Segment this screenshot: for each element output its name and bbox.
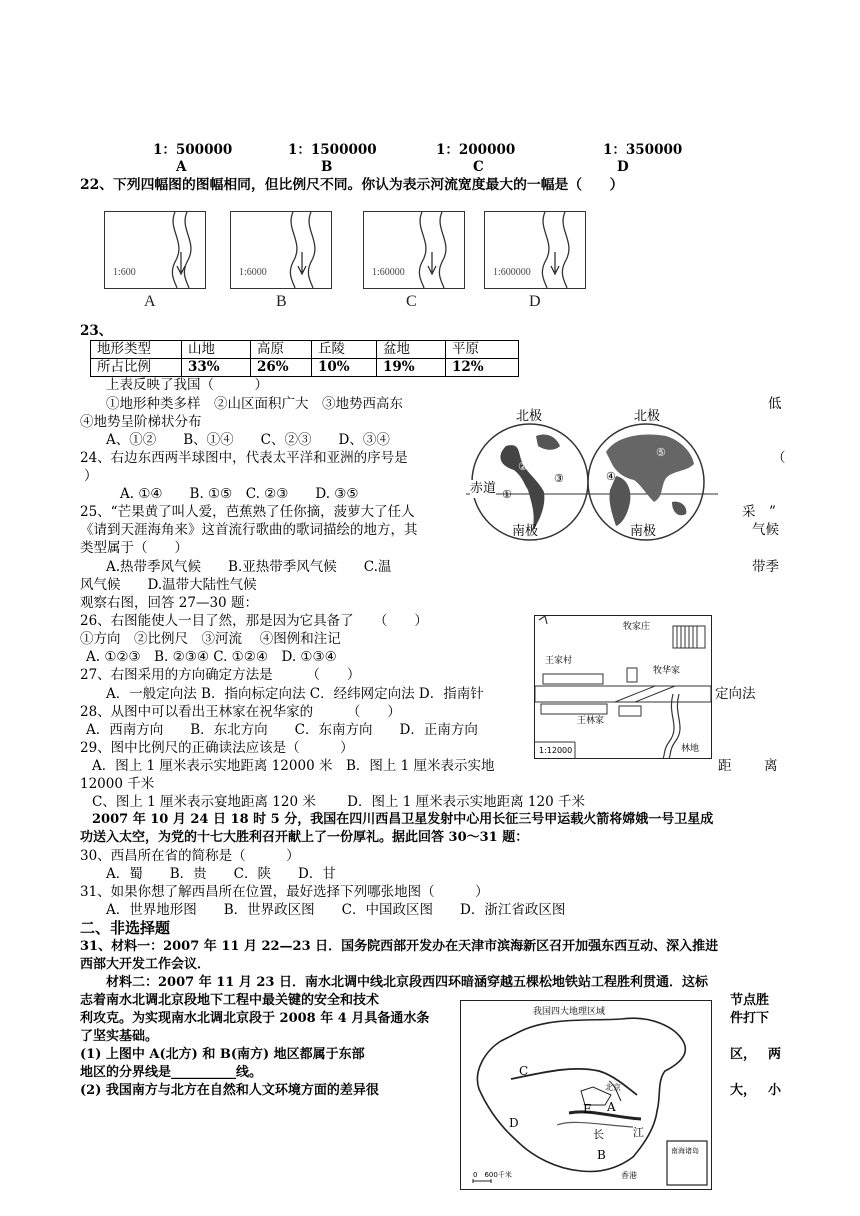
q24-stem: 24、右边东西两半球图中，代表太平洋和亚洲的序号是 (80, 450, 408, 466)
village-map (534, 615, 712, 759)
q29-choice-cd: C、图上 1 厘米表示宴地距离 120 米 D．图上 1 厘米表示实地距离 120 千米 (92, 794, 585, 810)
q25-choices-end: 带季 (752, 559, 779, 575)
hemisphere-mark: ① (502, 488, 512, 501)
q24-choices: A. ①④ B. ①⑤ C. ②③ D. ③⑤ (120, 486, 359, 502)
news-line1: 2007 年 10 月 24 日 18 时 5 分，我国在四川西昌卫星发射中心用长征三号甲运载火箭将嫦娥一号卫星成 (92, 812, 714, 827)
q23-choices: A、①② B、①④ C、②③ D、③④ (106, 432, 390, 448)
table-cell: 平原 (446, 341, 519, 359)
q23-option-line2: ④地势呈阶梯状分布 (80, 414, 202, 430)
map-label: 牧家庄 (623, 622, 651, 632)
q27-choices: A．一般定向法 B．指向标定向法 C．经纬网定向法 D．指南针 (106, 686, 484, 702)
hemisphere-label: 北极 (516, 409, 543, 424)
q25-choices-cont: 风气候 D.温带大陆性气候 (80, 577, 257, 593)
hemisphere-mark: ④ (606, 470, 616, 483)
hemisphere-mark: ⑤ (656, 446, 666, 459)
q23-stem: 上表反映了我国（ ） (106, 377, 268, 393)
table-row (91, 341, 519, 359)
q31b-material2-line2: 志着南水北调北京段地下工程中最关键的安全和技术 (80, 993, 380, 1008)
q31a-choices: A．世界地形图 B．世界政区图 C．中国政区图 D．浙江省政区图 (106, 902, 566, 918)
table-cell: 地形类型 (91, 341, 182, 359)
q31b-material2-line3: 利攻克。为实现南水北调北京段于 2008 年 4 月具备通水条 (80, 1011, 430, 1026)
table-cell: 山地 (182, 341, 251, 359)
map-city-label: 香港 (621, 1171, 637, 1180)
q29-choice-ab-end: 距 (718, 758, 732, 774)
hemisphere-label: 赤道 (470, 481, 497, 496)
intro-27-30: 观察右图，回答 27—30 题： (80, 595, 258, 611)
q24-paren-close: ） (84, 468, 98, 484)
table-row (91, 359, 519, 377)
map-region-label: 长 (593, 1128, 604, 1141)
map-region-label: B (597, 1148, 606, 1162)
hemisphere-mark: ② (518, 460, 528, 473)
q21-letter-d: D (617, 159, 629, 175)
q23-option-line1: ①地形种类多样 ②山区面积广大 ③地势西高东 (106, 396, 403, 412)
q27-choices-end: 定向法 (715, 686, 756, 702)
news-line2: 功送入太空，为党的十七大胜利召开献上了一份厚礼。据此回答 30～31 题： (80, 830, 529, 845)
map-scale-label: 1:600 (113, 267, 136, 278)
table-cell: 19% (377, 359, 446, 377)
q22-stem: 22、下列四幅图的图幅相同，但比例尺不同。你认为表示河流宽度最大的一幅是（ ） (80, 177, 624, 193)
map-scale-label: 1:12000 (539, 746, 573, 755)
section-heading: 二、非选择题 (80, 919, 171, 937)
q31b-material2-line4: 了坚实基础。 (80, 1029, 159, 1044)
q29-choice-ab-cont: 12000 千米 (80, 776, 155, 792)
q31b-part1-end2: 两 (768, 1047, 782, 1062)
q21-scale-c: 1：200000 (436, 142, 516, 158)
hemisphere-map (466, 406, 718, 542)
q31b-part1-line2: 地区的分界线是__________线。 (80, 1065, 263, 1080)
q31b-part2-end2: 小 (768, 1083, 782, 1098)
q25-line2-end: 气候 (752, 522, 779, 538)
river-map-d (484, 211, 586, 289)
map-region-label: C (519, 1064, 529, 1078)
q26-stem: 26、右图能使人一目了然，那是因为它具备了 （ ） (80, 613, 428, 629)
table-cell: 33% (182, 359, 251, 377)
map-scale-label: 1:60000 (372, 267, 405, 278)
hemisphere-mark: ③ (554, 472, 564, 485)
q23-option-line1-end: 低 (768, 396, 782, 412)
hemisphere-label: 南极 (630, 524, 657, 539)
map-label: 王家村 (545, 656, 573, 666)
terrain-table (90, 340, 519, 377)
q31b-material1-line2: 西部大开发工作会议． (80, 957, 211, 972)
q21-scale-b: 1：1500000 (288, 142, 377, 158)
hemisphere-label: 南极 (512, 524, 539, 539)
river-map-letter-d: D (529, 293, 541, 310)
q31b-material1-line1: 31、材料一：2007 年 11 月 22—23 日．国务院西部开发办在天津市滨海新区召开加强东西互动、深入推进 (80, 939, 719, 954)
q25-line1-end: 采 ” (742, 504, 776, 520)
table-cell: 26% (251, 359, 312, 377)
q28-choices: A．西南方向 B．东北方向 C．东南方向 D．正南方向 (86, 722, 478, 738)
map-label: 林地 (681, 744, 700, 754)
q21-letter-a: A (176, 159, 187, 175)
q31b-part1: (1) 上图中 A(北方) 和 B(南方) 地区都属于东部 (80, 1047, 365, 1062)
q31b-part2: (2) 我国南方与北方在自然和人文环境方面的差异很 (80, 1083, 379, 1098)
q28-stem: 28、从图中可以看出王林家在祝华家的 （ ） (80, 704, 401, 720)
map-scale-label: 0 600千米 (473, 1171, 512, 1179)
q25-line3: 类型属于（ ） (80, 540, 188, 556)
q26-choices: A. ①②③ B. ②③④ C. ①②④ D. ①③④ (86, 649, 337, 665)
river-map-a (104, 211, 206, 289)
q21-letter-b: B (321, 159, 333, 175)
hemisphere-globe-icon (466, 406, 718, 542)
map-label: 牧华家 (653, 666, 681, 676)
table-cell: 盆地 (377, 341, 446, 359)
river-map-letter-b: B (276, 293, 287, 310)
q25-line1: 25、“芒果黄了叫人爱，芭蕉熟了任你摘，菠萝大了任人 (80, 504, 415, 520)
q21-scale-d: 1：350000 (603, 142, 683, 158)
map-scale-label: 1:6000 (239, 267, 267, 278)
river-map-letter-c: C (406, 293, 417, 310)
map-scale-label: 1:600000 (493, 267, 531, 278)
map-region-label: D (509, 1116, 519, 1130)
map-region-label: E (583, 1102, 592, 1116)
q25-line2: 《请到天涯海角来》这首流行歌曲的歌词描绘的地方，其 (80, 522, 418, 538)
q31b-part1-end: 区， (730, 1047, 757, 1062)
table-cell: 12% (446, 359, 519, 377)
china-regions-map (460, 1000, 712, 1190)
q21-letter-c: C (473, 159, 484, 175)
q25-choices: A.热带季风气候 B.亚热带季风气候 C.温 (106, 559, 392, 575)
map-title: 我国四大地理区域 (533, 1007, 606, 1017)
river-map-c (363, 211, 465, 289)
village-map-drawing (535, 616, 711, 758)
q26-options: ①方向 ②比例尺 ③河流 ④图例和注记 (80, 631, 341, 647)
q29-choice-ab: A．图上 1 厘米表示实地距离 12000 米 B．图上 1 厘米表示实地 (92, 758, 495, 774)
river-map-letter-a: A (144, 293, 156, 310)
q27-stem: 27、右图采用的方向确定方法是 （ ） (80, 667, 361, 683)
table-cell: 所占比例 (91, 359, 182, 377)
q29-choice-ab-end2: 离 (764, 758, 778, 774)
q24-paren-open: （ (772, 450, 786, 466)
q30-stem: 30、西昌所在省的简称是（ ） (80, 848, 300, 864)
table-cell: 高原 (251, 341, 312, 359)
map-city-label: 北京 (605, 1083, 621, 1092)
q29-stem: 29、图中比例尺的正确读法应该是（ ） (80, 740, 354, 756)
q31b-material2-line2-end: 节点胜 (730, 993, 770, 1008)
q21-scale-a: 1：500000 (153, 142, 233, 158)
hemisphere-label: 北极 (634, 409, 661, 424)
q31a-stem: 31、如果你想了解西昌所在位置，最好选择下列哪张地图（ ） (80, 884, 489, 900)
map-inset-label: 南海诸岛 (671, 1147, 699, 1155)
q31b-part2-end: 大， (730, 1083, 757, 1098)
river-map-b (230, 211, 332, 289)
q31b-material2-line1: 材料二：2007 年 11 月 23 日．南水北调中线北京段西四环暗涵穿越五棵松地铁站工程胜利贯通．这标 (106, 975, 708, 990)
table-cell: 丘陵 (312, 341, 377, 359)
q31b-material2-line3-end: 件打下 (730, 1011, 770, 1026)
table-cell: 10% (312, 359, 377, 377)
q23-number: 23、 (80, 323, 113, 339)
map-region-label: 江 (633, 1126, 644, 1139)
map-label: 王林家 (577, 716, 605, 726)
map-region-label: A (607, 1100, 616, 1114)
q30-choices: A．蜀 B．贵 C．陕 D．甘 (106, 866, 336, 882)
china-outline-drawing (461, 1001, 711, 1189)
